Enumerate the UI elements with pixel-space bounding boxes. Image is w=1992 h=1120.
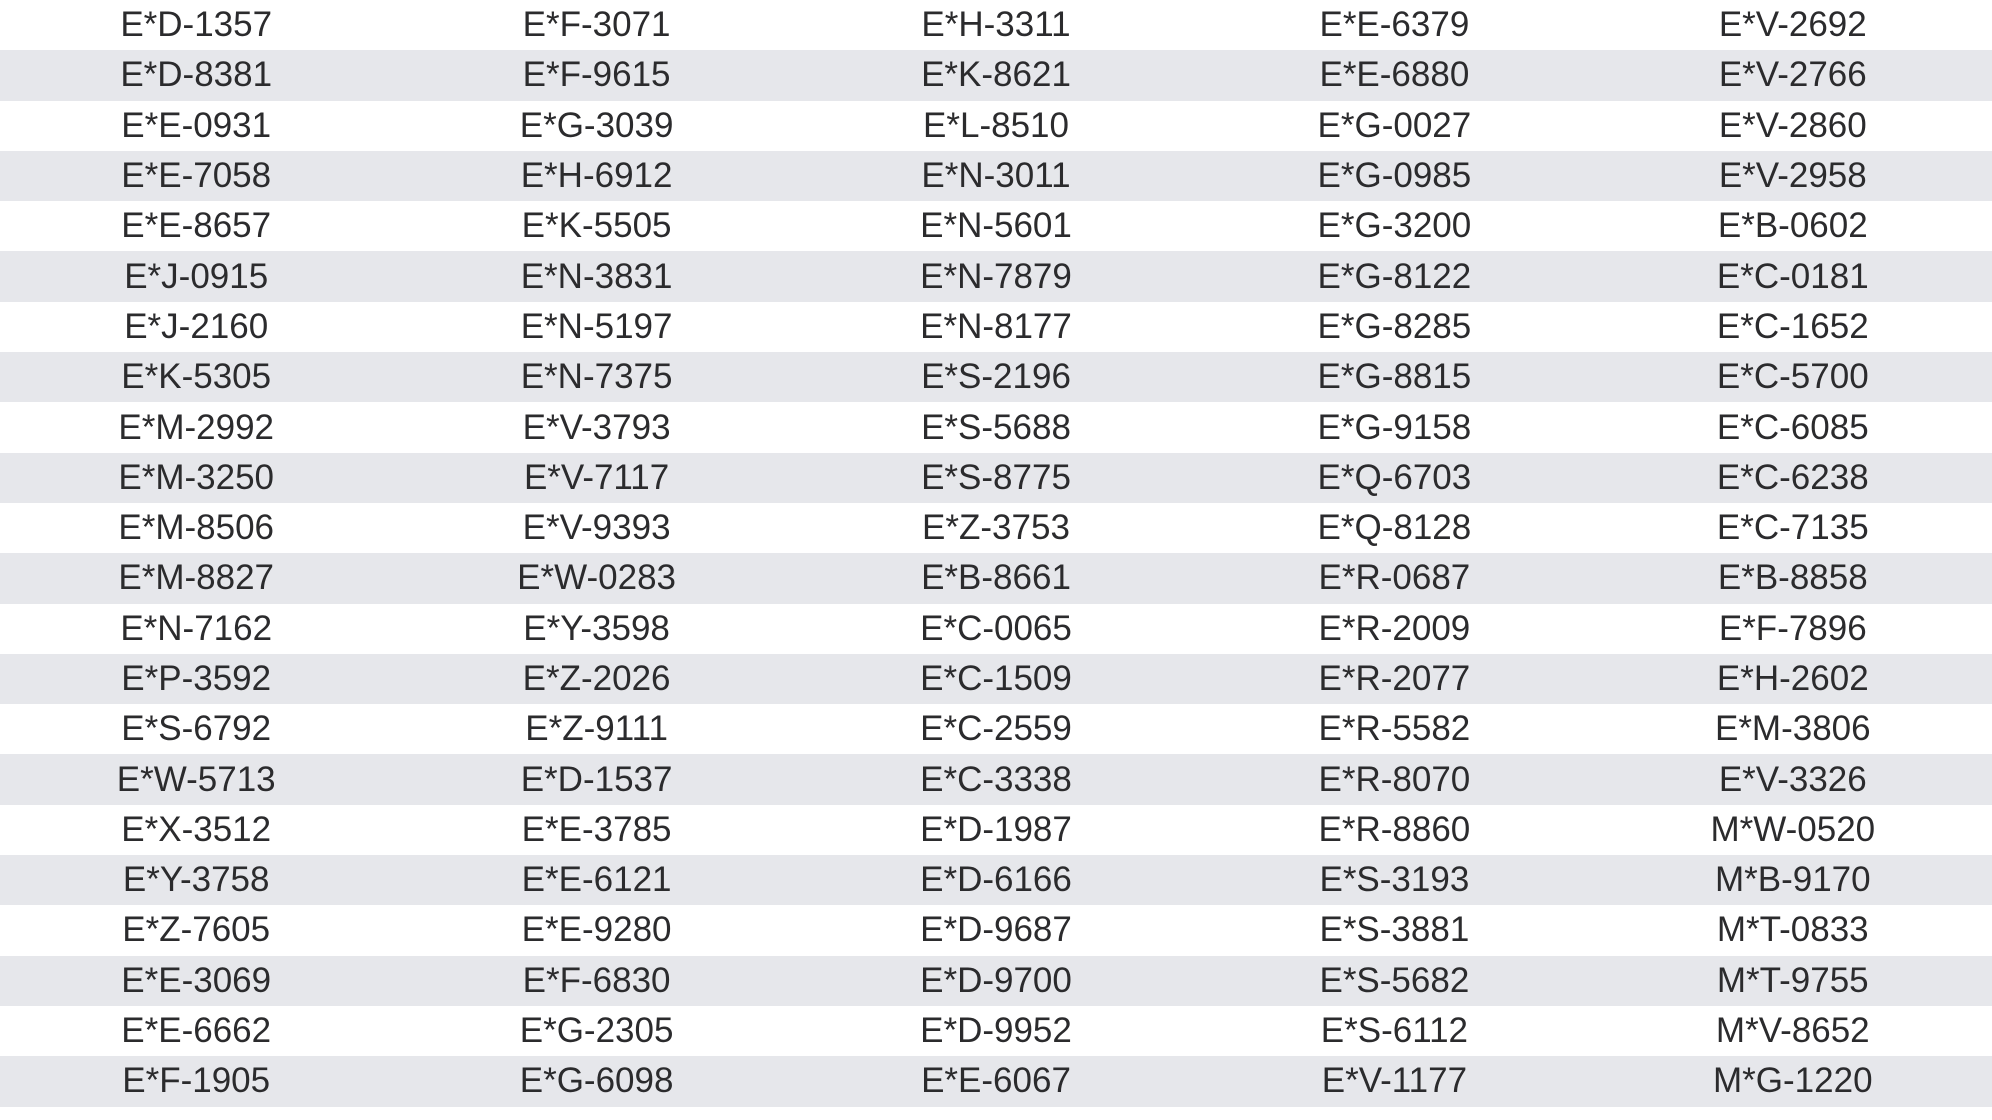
table-cell: E*V-1177 — [1321, 1061, 1468, 1101]
table-cell: E*N-5601 — [920, 206, 1072, 246]
table-cell: E*N-7879 — [920, 256, 1072, 296]
table-cell: E*H-6912 — [520, 156, 673, 196]
table-cell: E*R-8070 — [1318, 759, 1471, 799]
table-cell: E*N-3831 — [520, 256, 673, 296]
table-cell: E*K-5305 — [121, 357, 272, 397]
table-cell: E*S-3881 — [1319, 910, 1470, 950]
table-cell: E*V-2958 — [1718, 156, 1867, 196]
table-cell: E*G-8815 — [1317, 357, 1472, 397]
table-cell: E*C-6238 — [1716, 457, 1869, 497]
table-cell: E*W-0283 — [517, 558, 677, 598]
table-cell: E*E-9280 — [521, 910, 672, 950]
table-row — [0, 1056, 1992, 1106]
table-cell: E*E-6880 — [1319, 55, 1470, 95]
table-cell: E*J-2160 — [124, 306, 269, 346]
table-cell: E*C-5700 — [1716, 357, 1869, 397]
table-cell: E*P-3592 — [121, 659, 272, 698]
table-cell: E*R-2009 — [1318, 608, 1471, 648]
table-cell: M*T-9755 — [1716, 960, 1869, 1000]
table-cell: E*K-5505 — [521, 206, 672, 246]
table-row — [0, 855, 1992, 905]
table-cell: E*R-8860 — [1318, 809, 1471, 849]
table-cell: E*S-5688 — [921, 407, 1071, 447]
table-cell: M*T-0833 — [1716, 910, 1869, 950]
table-row — [0, 302, 1992, 352]
table-row — [0, 50, 1992, 100]
table-cell: E*R-0687 — [1318, 558, 1471, 598]
table-cell: E*M-3806 — [1714, 709, 1871, 749]
table-cell: E*G-9158 — [1317, 407, 1472, 447]
table-row — [0, 704, 1992, 754]
table-cell: E*G-0985 — [1317, 156, 1472, 196]
table-cell: E*Z-7605 — [122, 910, 271, 950]
table-cell: E*C-6085 — [1716, 407, 1869, 447]
table-cell: E*N-7162 — [120, 608, 273, 648]
table-cell: E*S-6112 — [1320, 1011, 1468, 1051]
table-cell: E*D-9700 — [920, 960, 1072, 1000]
table-cell: E*M-3250 — [118, 457, 275, 497]
table-cell: E*V-2766 — [1718, 55, 1867, 95]
table-cell: E*D-1537 — [520, 759, 673, 799]
table-cell: M*V-8652 — [1715, 1011, 1870, 1051]
table-cell: E*Y-3758 — [122, 860, 270, 900]
table-cell: E*C-1652 — [1716, 306, 1869, 346]
table-cell: E*E-6379 — [1319, 5, 1470, 45]
table-row — [0, 453, 1992, 503]
table-cell: E*H-2602 — [1716, 659, 1869, 698]
table-row — [0, 101, 1992, 151]
table-cell: E*C-0065 — [920, 608, 1072, 648]
table-cell: E*E-3069 — [121, 960, 272, 1000]
table-cell: E*V-2692 — [1718, 5, 1867, 45]
table-row — [0, 0, 1992, 50]
table-cell: E*B-0602 — [1717, 206, 1868, 246]
table-row — [0, 905, 1992, 955]
table-cell: E*G-0027 — [1317, 105, 1472, 145]
table-cell: E*W-5713 — [116, 759, 276, 799]
table-cell: E*C-7135 — [1716, 508, 1869, 548]
table-cell: E*V-3793 — [522, 407, 671, 447]
table-cell: E*S-3193 — [1319, 860, 1470, 900]
table-row — [0, 553, 1992, 603]
table-cell: E*N-8177 — [920, 306, 1072, 346]
table-cell: E*V-9393 — [522, 508, 671, 548]
table-cell: E*S-8775 — [921, 457, 1071, 497]
table-cell: E*D-1357 — [120, 5, 273, 45]
table-cell: E*E-6662 — [121, 1011, 272, 1051]
table-cell: E*C-3338 — [920, 759, 1072, 799]
table-row — [0, 805, 1992, 855]
table-cell: E*F-6830 — [522, 960, 671, 1000]
table-cell: E*D-9952 — [920, 1011, 1072, 1051]
table-cell: M*G-1220 — [1713, 1061, 1873, 1101]
table-cell: E*K-8621 — [921, 55, 1071, 95]
table-cell: E*M-2992 — [118, 407, 275, 447]
table-cell: E*F-7896 — [1718, 608, 1867, 648]
table-cell: E*B-8858 — [1717, 558, 1868, 598]
table-cell: E*S-5682 — [1319, 960, 1470, 1000]
table-cell: E*N-5197 — [520, 306, 673, 346]
table-cell: E*F-3071 — [522, 5, 671, 45]
table-row — [0, 151, 1992, 201]
table-cell: E*E-8657 — [121, 206, 272, 246]
table-cell: E*N-7375 — [520, 357, 673, 397]
table-cell: E*V-2860 — [1718, 105, 1867, 145]
table-cell: E*Z-9111 — [525, 709, 668, 749]
table-cell: E*Q-6703 — [1317, 457, 1472, 497]
table-cell: E*E-7058 — [121, 156, 272, 196]
table-cell: E*G-8122 — [1317, 256, 1472, 296]
table-cell: E*J-0915 — [124, 256, 269, 296]
table-cell: E*Q-8128 — [1317, 508, 1472, 548]
table-cell: E*D-6166 — [920, 860, 1072, 900]
table-row — [0, 352, 1992, 402]
table-cell: E*G-2305 — [519, 1011, 674, 1051]
table-cell: E*V-3326 — [1718, 759, 1867, 799]
table-cell: E*X-3512 — [121, 809, 272, 849]
table-cell: M*W-0520 — [1710, 809, 1876, 849]
table-cell: E*M-8506 — [118, 508, 275, 548]
table-cell: E*G-3039 — [519, 105, 674, 145]
table-cell: E*N-3011 — [921, 156, 1071, 196]
table-cell: E*E-0931 — [121, 105, 272, 145]
table-cell: E*F-9615 — [522, 55, 671, 95]
table-cell: E*Z-2026 — [522, 659, 671, 698]
table-row — [0, 754, 1992, 804]
table-cell: E*L-8510 — [923, 105, 1069, 145]
table-cell: E*D-9687 — [920, 910, 1072, 950]
table-cell: E*V-7117 — [523, 457, 670, 497]
table-cell: E*D-1987 — [920, 809, 1072, 849]
table-cell: E*C-2559 — [920, 709, 1072, 749]
table-row — [0, 956, 1992, 1006]
table-cell: E*E-6121 — [521, 860, 672, 900]
table-cell: E*B-8661 — [921, 558, 1071, 598]
table-cell: E*R-2077 — [1318, 659, 1471, 698]
table-row — [0, 1006, 1992, 1056]
table-cell: E*C-0181 — [1716, 256, 1869, 296]
table-cell: E*S-6792 — [121, 709, 272, 749]
table-cell: E*E-3785 — [521, 809, 672, 849]
table-cell: M*B-9170 — [1714, 860, 1871, 900]
table-row — [0, 503, 1992, 553]
table-row — [0, 201, 1992, 251]
table-cell: E*G-3200 — [1317, 206, 1472, 246]
table-row — [0, 604, 1992, 654]
table-cell: E*G-8285 — [1317, 306, 1472, 346]
table-cell: E*S-2196 — [921, 357, 1071, 397]
table-cell: E*H-3311 — [921, 5, 1071, 45]
table-row — [0, 402, 1992, 452]
table-cell: E*E-6067 — [921, 1061, 1071, 1101]
table-cell: E*F-1905 — [122, 1061, 271, 1101]
table-row — [0, 251, 1992, 301]
table-cell: E*R-5582 — [1318, 709, 1471, 749]
table-cell: E*Z-3753 — [922, 508, 1070, 548]
table-row — [0, 654, 1992, 704]
table-cell: E*D-8381 — [120, 55, 273, 95]
table-cell: E*C-1509 — [920, 659, 1072, 698]
table-cell: E*G-6098 — [519, 1061, 674, 1101]
table-cell: E*Y-3598 — [523, 608, 670, 648]
table-cell: E*M-8827 — [118, 558, 275, 598]
